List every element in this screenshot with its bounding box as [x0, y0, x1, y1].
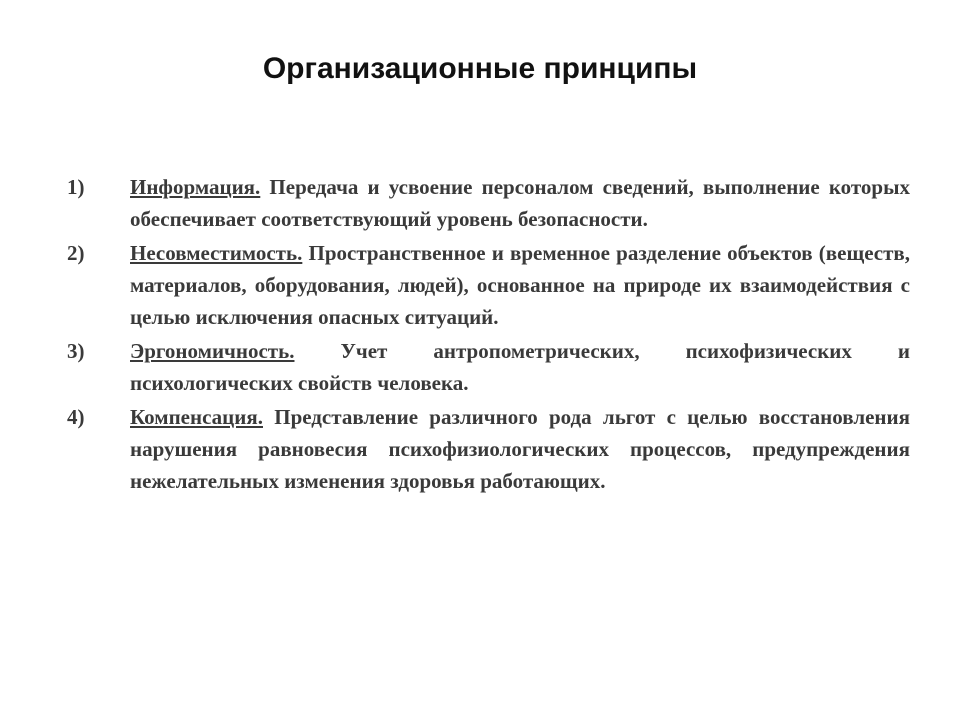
item-term: Информация.	[130, 175, 261, 199]
list-item	[67, 171, 910, 235]
item-term: Эргономичность.	[130, 339, 295, 363]
item-text-block	[130, 335, 910, 399]
item-number: 3)	[67, 339, 85, 363]
item-term: Компенсация.	[130, 405, 263, 429]
item-number: 2)	[67, 241, 85, 265]
item-description: Представление различного рода льгот с целью восстановления нарушения равновесия психофизиологических процессов, предупреждения нежелательных изменения здоровья работающих.	[130, 405, 910, 493]
item-number: 4)	[67, 405, 85, 429]
list-item	[67, 401, 910, 497]
item-text-block	[130, 171, 910, 235]
list-item	[67, 237, 910, 333]
item-number: 1)	[67, 175, 85, 199]
item-term: Несовместимость.	[130, 241, 303, 265]
item-text-block	[130, 401, 910, 497]
slide-title: Организационные принципы	[262, 52, 698, 85]
item-text-block	[130, 237, 910, 333]
list-item	[67, 335, 910, 399]
item-description: Пространственное и временное разделение объектов (веществ, материалов, оборудования, людей), основанное на природе их взаимодействия с целью исключения опасных ситуаций.	[130, 241, 910, 329]
item-description: Учет антропометрических, психофизических и психологических свойств человека.	[130, 339, 910, 395]
item-description: Передача и усвоение персоналом сведений, выполнение которых обеспечивает соответствующий уровень безопасности.	[130, 175, 910, 231]
principles-list	[67, 171, 910, 499]
